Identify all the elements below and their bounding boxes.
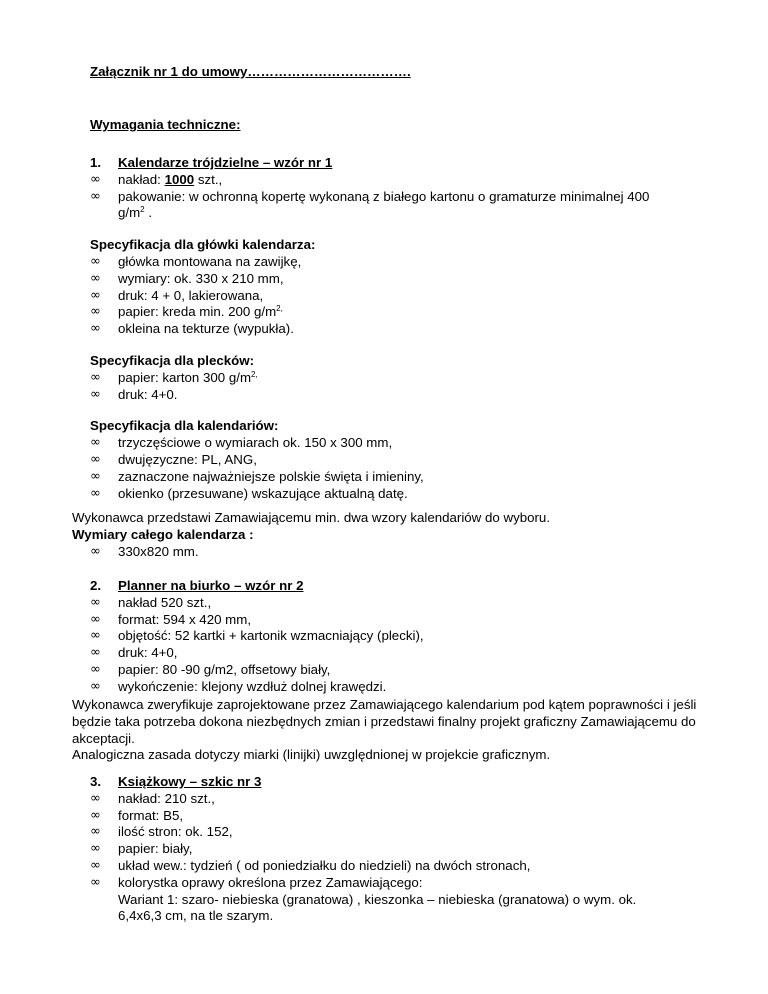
section-2-number: 2.: [90, 578, 102, 593]
variant-1-text: Wariant 1: szaro- niebieska (granatowa) , kieszonka – niebieska (granatowa) o wym. ok. 6,4x6,3 cm, na tle szarym.: [118, 891, 637, 924]
calendarium-spec-title: Specyfikacja dla kalendariów:: [90, 418, 279, 434]
item-text: okleina na tekturze (wypukła).: [118, 321, 294, 337]
infinity-bullet-icon: ∞: [90, 807, 101, 823]
section-3-heading: [90, 774, 690, 791]
list-item: [90, 288, 690, 305]
section-3-list: [90, 791, 690, 892]
infinity-bullet-icon: ∞: [90, 386, 101, 402]
item-text: druk: 4+0,: [118, 645, 178, 661]
section-1-heading: [90, 155, 690, 172]
list-item: [90, 304, 690, 321]
list-item: [90, 486, 690, 503]
list-item: [90, 808, 690, 825]
infinity-bullet-icon: ∞: [90, 188, 101, 204]
list-item: [90, 612, 690, 629]
list-item: [90, 824, 690, 841]
section-1-note-block: [72, 510, 712, 560]
infinity-bullet-icon: ∞: [90, 678, 101, 694]
list-item: [90, 841, 690, 858]
list-item: [90, 645, 690, 662]
infinity-bullet-icon: ∞: [90, 824, 101, 840]
section-3-title: Książkowy – szkic nr 3: [118, 774, 262, 789]
infinity-bullet-icon: ∞: [90, 304, 101, 320]
infinity-bullet-icon: ∞: [90, 790, 101, 806]
infinity-bullet-icon: ∞: [90, 841, 101, 857]
item-text: trzyczęściowe o wymiarach ok. 150 x 300 mm,: [118, 435, 393, 451]
back-spec-title: Specyfikacja dla plecków:: [90, 352, 255, 368]
head-spec-title: Specyfikacja dla główki kalendarza:: [90, 237, 316, 253]
item-text: papier: karton 300 g/m: [118, 369, 252, 385]
section-2-heading: [90, 578, 690, 595]
item-text: dwujęzyczne: PL, ANG,: [118, 451, 257, 467]
item-text: nakład 520 szt.,: [118, 594, 212, 610]
item-text: wymiary: ok. 330 x 210 mm,: [118, 270, 284, 286]
list-item: [90, 271, 690, 288]
head-spec-list: [90, 254, 690, 338]
section-2-paragraphs: [72, 697, 712, 764]
section-2: [90, 578, 690, 696]
infinity-bullet-icon: ∞: [90, 253, 101, 269]
section-1-number: 1.: [90, 155, 102, 170]
item-text: nakład: 210 szt.,: [118, 790, 215, 806]
infinity-bullet-icon: ∞: [90, 628, 101, 644]
list-item: [90, 595, 690, 612]
requirements-title-text: Wymagania techniczne:: [90, 117, 241, 132]
item-text: objętość: 52 kartki + kartonik wzmacniający (plecki),: [118, 628, 424, 644]
list-item: [90, 387, 690, 404]
list-item: [90, 254, 690, 271]
infinity-bullet-icon: ∞: [90, 171, 101, 187]
annex-title-text: Załącznik nr 1 do umowy……………………………….: [90, 64, 411, 79]
infinity-bullet-icon: ∞: [90, 645, 101, 661]
section-3: [90, 774, 690, 925]
infinity-bullet-icon: ∞: [90, 485, 101, 501]
item-text: format: B5,: [118, 807, 184, 823]
item-text: papier: kreda min. 200 g/m: [118, 304, 277, 320]
dims-list: [90, 544, 712, 561]
item-text: 330x820 mm.: [118, 543, 199, 559]
section-1: [90, 155, 690, 502]
calendarium-spec-list: [90, 435, 690, 502]
infinity-bullet-icon: ∞: [90, 369, 101, 385]
list-item: [90, 791, 690, 808]
superscript: 2,: [251, 369, 258, 379]
list-item: [90, 321, 690, 338]
infinity-bullet-icon: ∞: [90, 857, 101, 873]
item-text: kolorystka oprawy określona przez Zamawiającego:: [118, 874, 423, 890]
section-2-title: Planner na biurko – wzór nr 2: [118, 578, 304, 593]
section-2-list: [90, 595, 690, 696]
quantity-value: 1000: [164, 171, 195, 187]
infinity-bullet-icon: ∞: [90, 321, 101, 337]
item-text: papier: 80 -90 g/m2, offsetowy biały,: [118, 661, 331, 677]
list-item: [90, 679, 690, 696]
list-item: [90, 875, 690, 892]
section-3-number: 3.: [90, 774, 102, 789]
item-text: główka montowana na zawijkę,: [118, 253, 302, 269]
annex-title: [90, 64, 690, 81]
section-1-note: Wykonawca przedstawi Zamawiającemu min. dwa wzory kalendariów do wyboru.: [72, 510, 551, 525]
back-spec-list: [90, 370, 690, 404]
superscript: 2: [140, 205, 145, 215]
list-item: [90, 544, 712, 561]
infinity-bullet-icon: ∞: [90, 594, 101, 610]
item-text: papier: biały,: [118, 841, 193, 857]
item-text: nakład:: [118, 171, 165, 187]
dims-title: Wymiary całego kalendarza :: [72, 526, 254, 542]
item-text: druk: 4 + 0, lakierowana,: [118, 287, 264, 303]
requirements-title: [90, 117, 690, 134]
list-item: [90, 370, 690, 387]
list-item: [90, 452, 690, 469]
infinity-bullet-icon: ∞: [90, 435, 101, 451]
section-2-paragraph-2: Analogiczna zasada dotyczy miarki (linijki) uwzględnionej w projekcie graficznym.: [72, 747, 551, 763]
item-text: układ wew.: tydzień ( od poniedziałku do niedzieli) na dwóch stronach,: [118, 857, 531, 873]
infinity-bullet-icon: ∞: [90, 270, 101, 286]
item-text: ilość stron: ok. 152,: [118, 824, 233, 840]
list-item: [90, 662, 690, 679]
section-1-list: [90, 172, 690, 222]
item-text: format: 594 x 420 mm,: [118, 611, 252, 627]
infinity-bullet-icon: ∞: [90, 543, 101, 559]
item-text: druk: 4+0.: [118, 386, 178, 402]
section-1-title: Kalendarze trójdzielne – wzór nr 1: [118, 155, 333, 170]
item-text: pakowanie: w ochronną kopertę wykonaną z białego kartonu o gramaturze minimalnej 400 g/m: [118, 188, 650, 221]
infinity-bullet-icon: ∞: [90, 661, 101, 677]
infinity-bullet-icon: ∞: [90, 611, 101, 627]
item-text: wykończenie: klejony wzdłuż dolnej krawędzi.: [118, 678, 387, 694]
list-item: [90, 189, 678, 223]
infinity-bullet-icon: ∞: [90, 451, 101, 467]
item-text: zaznaczone najważniejsze polskie święta i imieniny,: [118, 468, 424, 484]
list-item: [90, 469, 690, 486]
section-2-paragraph-1: Wykonawca zweryfikuje zaprojektowane przez Zamawiającego kalendarium pod kątem poprawności i jeśli będzie taka potrzeba dokona niezbędnych zmian i przedstawi finalny projekt graficzny Zamawiającemu do akceptacji.: [72, 697, 697, 746]
item-text: szt.,: [194, 171, 223, 187]
item-text: .: [144, 205, 153, 221]
list-item: [90, 172, 690, 189]
list-item: [90, 628, 690, 645]
list-item: [90, 435, 690, 452]
superscript: 2,: [276, 304, 283, 314]
item-text: okienko (przesuwane) wskazujące aktualną datę.: [118, 485, 408, 501]
infinity-bullet-icon: ∞: [90, 287, 101, 303]
infinity-bullet-icon: ∞: [90, 874, 101, 890]
infinity-bullet-icon: ∞: [90, 468, 101, 484]
list-item: [90, 858, 690, 875]
